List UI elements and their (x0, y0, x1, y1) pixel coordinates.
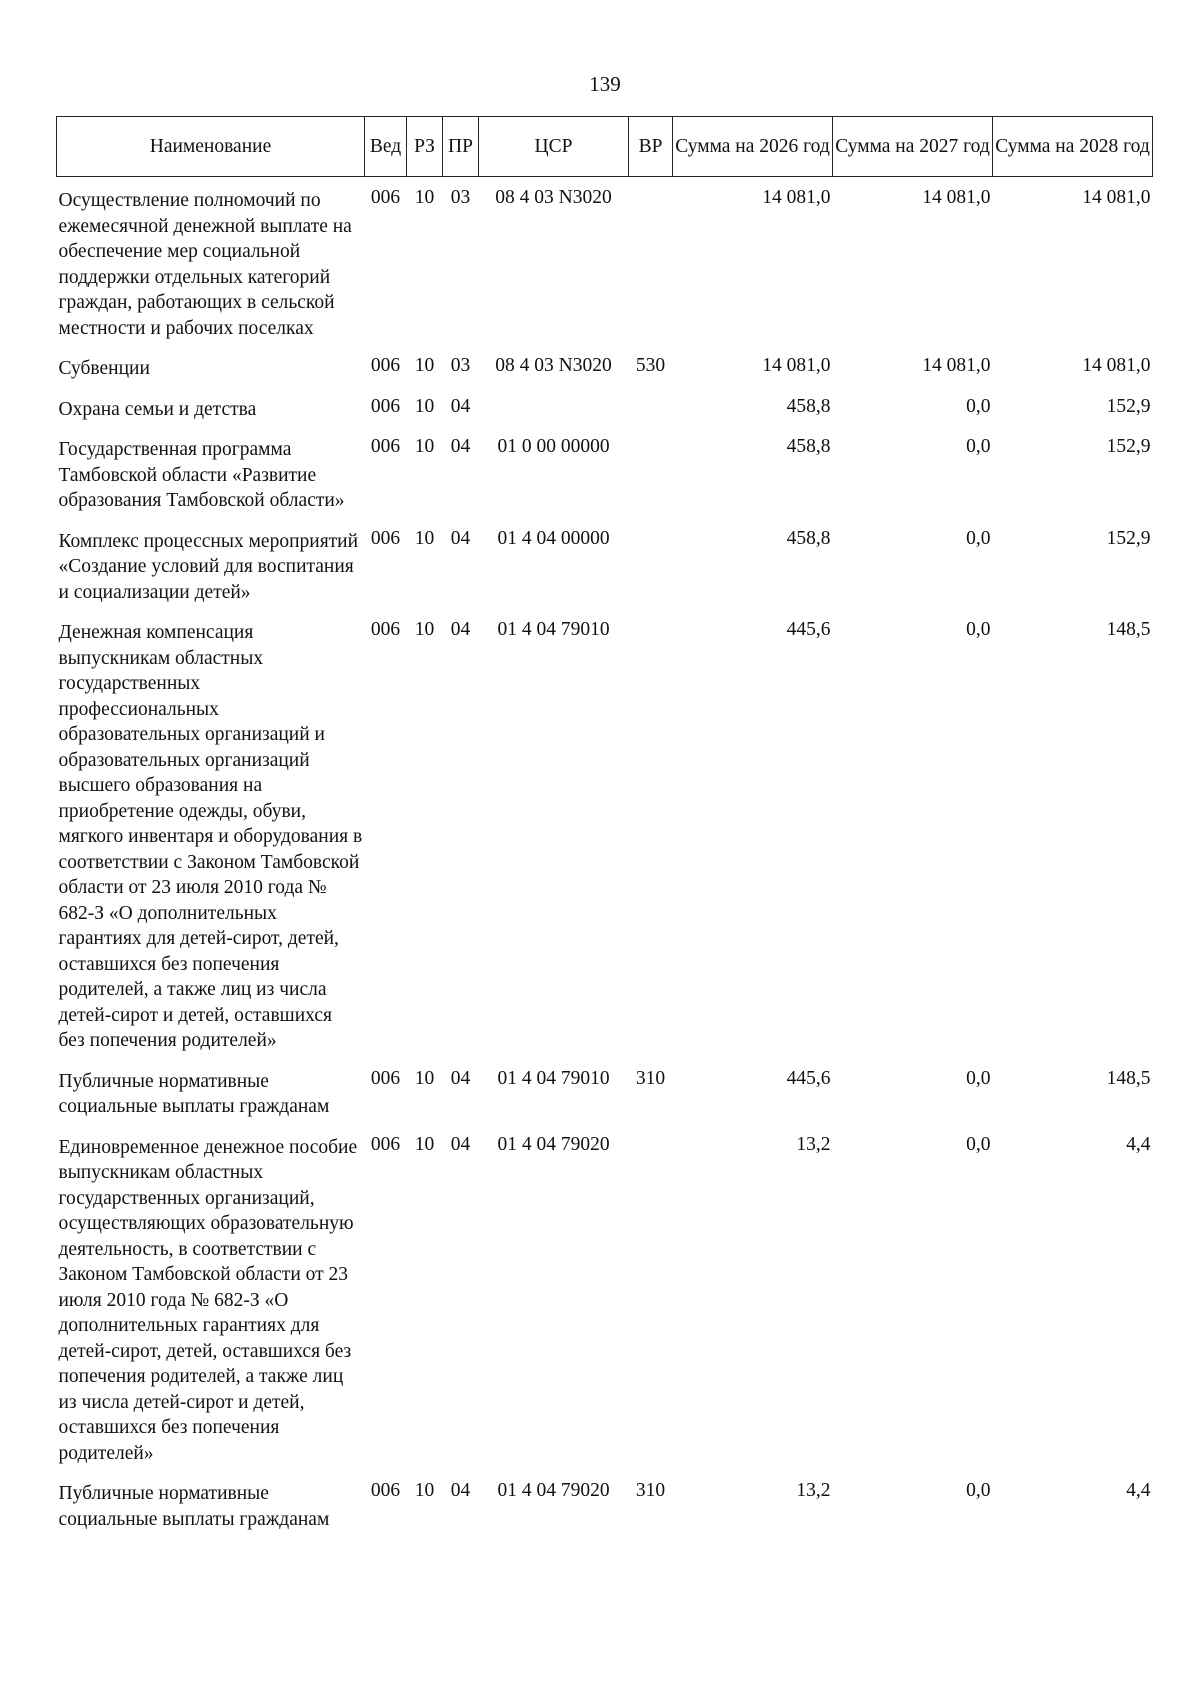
cell-sum-2026: 458,8 (786, 395, 831, 417)
cell-ved: 006 (370, 1480, 401, 1501)
header-sum-2026: Сумма на 2026 год (673, 117, 833, 177)
cell-sum-2028: 152,9 (1106, 436, 1151, 457)
cell-name: Публичные нормативные социальные выплаты гражданам (58, 1070, 330, 1117)
header-pr: ПР (443, 117, 479, 177)
table-header (57, 117, 1153, 177)
cell-pr: 04 (450, 1133, 471, 1155)
cell-vr: 530 (635, 355, 666, 376)
cell-sum-2026: 14 081,0 (762, 187, 831, 208)
header-sum-2027: Сумма на 2027 год (833, 117, 993, 177)
cell-name: Охрана семьи и детства (58, 398, 257, 420)
cell-vr (629, 1124, 673, 1471)
cell-sum-2026: 445,6 (786, 619, 831, 640)
cell-sum-2027: 0,0 (966, 619, 991, 640)
table-row (57, 345, 1153, 386)
cell-sum-2028: 148,5 (1106, 1067, 1151, 1089)
table-row (57, 609, 1153, 1058)
header-csr: ЦСР (479, 117, 629, 177)
cell-sum-2027: 0,0 (966, 1480, 991, 1501)
cell-sum-2028: 148,5 (1106, 619, 1151, 640)
cell-csr: 01 4 04 79010 (497, 619, 610, 640)
cell-ved: 006 (370, 1133, 401, 1155)
cell-csr (479, 386, 629, 427)
header-name: Наименование (57, 117, 365, 177)
cell-rz: 10 (414, 619, 435, 640)
cell-name: Субвенции (58, 358, 150, 379)
table-row (57, 1124, 1153, 1471)
cell-vr (629, 609, 673, 1058)
cell-name: Публичные нормативные социальные выплаты гражданам (58, 1483, 330, 1530)
cell-vr: 310 (635, 1067, 666, 1089)
cell-pr: 04 (450, 1067, 471, 1089)
table-row (57, 1058, 1153, 1124)
cell-sum-2026: 458,8 (786, 527, 831, 549)
table-body (57, 177, 1153, 1537)
cell-name: Денежная компенсация выпускникам областных государственных профессиональных образовательных организаций и образовательных организаций высшего образования на приобретение одежды, обуви, мягкого инвентаря и оборудования в соответствии с Законом Тамбовской области от 23 июля 2010 года № 682-З «О дополнительных гарантиях для детей-сирот, детей, оставшихся без попечения родителей, а также лиц из числа детей-сирот и детей, оставшихся без попечения родителей» (58, 622, 363, 1051)
cell-name: Комплекс процессных мероприятий «Создание условий для воспитания и социализации детей» (58, 530, 359, 603)
cell-sum-2026: 13,2 (796, 1133, 831, 1155)
cell-ved: 006 (370, 619, 401, 640)
table-row (57, 386, 1153, 427)
table-row (57, 518, 1153, 610)
cell-rz: 10 (414, 527, 435, 549)
cell-rz: 10 (414, 1067, 435, 1089)
budget-table (56, 116, 1153, 1536)
page-number: 139 (589, 72, 621, 96)
cell-pr: 03 (450, 187, 471, 208)
cell-sum-2027: 0,0 (966, 1067, 991, 1089)
cell-pr: 04 (450, 436, 471, 457)
cell-vr (629, 386, 673, 427)
cell-sum-2027: 0,0 (966, 527, 991, 549)
cell-name: Единовременное денежное пособие выпускникам областных государственных организаций, осуществляющих образовательную деятельность, в соответствии с Законом Тамбовской области от 23 июля 2010 года № 682-З «О дополнительных гарантиях для детей-сирот, детей, оставшихся без попечения родителей, а также лиц из числа детей-сирот и детей, оставшихся без попечения родителей» (58, 1136, 358, 1464)
header-sum-2028: Сумма на 2028 год (993, 117, 1153, 177)
cell-csr: 01 0 00 00000 (497, 436, 610, 457)
cell-sum-2027: 0,0 (966, 436, 991, 457)
header-vr: ВР (629, 117, 673, 177)
cell-pr: 03 (450, 355, 471, 376)
header-rz: РЗ (407, 117, 443, 177)
cell-vr (629, 426, 673, 518)
cell-ved: 006 (370, 527, 401, 549)
cell-csr: 01 4 04 79010 (497, 1067, 610, 1089)
cell-sum-2028: 14 081,0 (1082, 187, 1151, 208)
cell-csr: 08 4 03 N3020 (495, 355, 612, 376)
cell-ved: 006 (370, 436, 401, 457)
cell-ved: 006 (370, 1067, 401, 1089)
cell-vr (629, 177, 673, 346)
cell-sum-2027: 14 081,0 (922, 187, 991, 208)
cell-sum-2027: 0,0 (966, 1133, 991, 1155)
cell-rz: 10 (414, 187, 435, 208)
cell-rz: 10 (414, 395, 435, 417)
cell-ved: 006 (370, 395, 401, 417)
cell-rz: 10 (414, 1133, 435, 1155)
cell-sum-2027: 0,0 (966, 395, 991, 417)
table-row (57, 426, 1153, 518)
cell-sum-2028: 4,4 (1126, 1480, 1151, 1501)
cell-csr: 01 4 04 79020 (497, 1480, 610, 1501)
cell-sum-2028: 4,4 (1126, 1133, 1151, 1155)
cell-name: Осуществление полномочий по ежемесячной денежной выплате на обеспечение мер социальной поддержки отдельных категорий граждан, работающих в сельской местности и рабочих поселках (58, 190, 352, 339)
cell-sum-2026: 445,6 (786, 1067, 831, 1089)
cell-sum-2028: 152,9 (1106, 395, 1151, 417)
cell-name: Государственная программа Тамбовской области «Развитие образования Тамбовской области» (58, 439, 345, 511)
cell-rz: 10 (414, 436, 435, 457)
header-ved: Вед (365, 117, 407, 177)
table-row (57, 1470, 1153, 1536)
cell-rz: 10 (414, 355, 435, 376)
cell-ved: 006 (370, 187, 401, 208)
cell-vr: 310 (635, 1480, 666, 1501)
cell-rz: 10 (414, 1480, 435, 1501)
table-row (57, 177, 1153, 346)
cell-sum-2026: 13,2 (796, 1480, 831, 1501)
cell-csr: 01 4 04 00000 (497, 527, 610, 549)
cell-sum-2027: 14 081,0 (922, 355, 991, 376)
cell-pr: 04 (450, 395, 471, 417)
cell-pr: 04 (450, 1480, 471, 1501)
cell-pr: 04 (450, 619, 471, 640)
cell-sum-2026: 458,8 (786, 436, 831, 457)
cell-sum-2026: 14 081,0 (762, 355, 831, 376)
cell-ved: 006 (370, 355, 401, 376)
cell-vr (629, 518, 673, 610)
cell-csr: 01 4 04 79020 (497, 1133, 610, 1155)
cell-csr: 08 4 03 N3020 (495, 187, 612, 208)
cell-pr: 04 (450, 527, 471, 549)
cell-sum-2028: 152,9 (1106, 527, 1151, 549)
cell-sum-2028: 14 081,0 (1082, 355, 1151, 376)
